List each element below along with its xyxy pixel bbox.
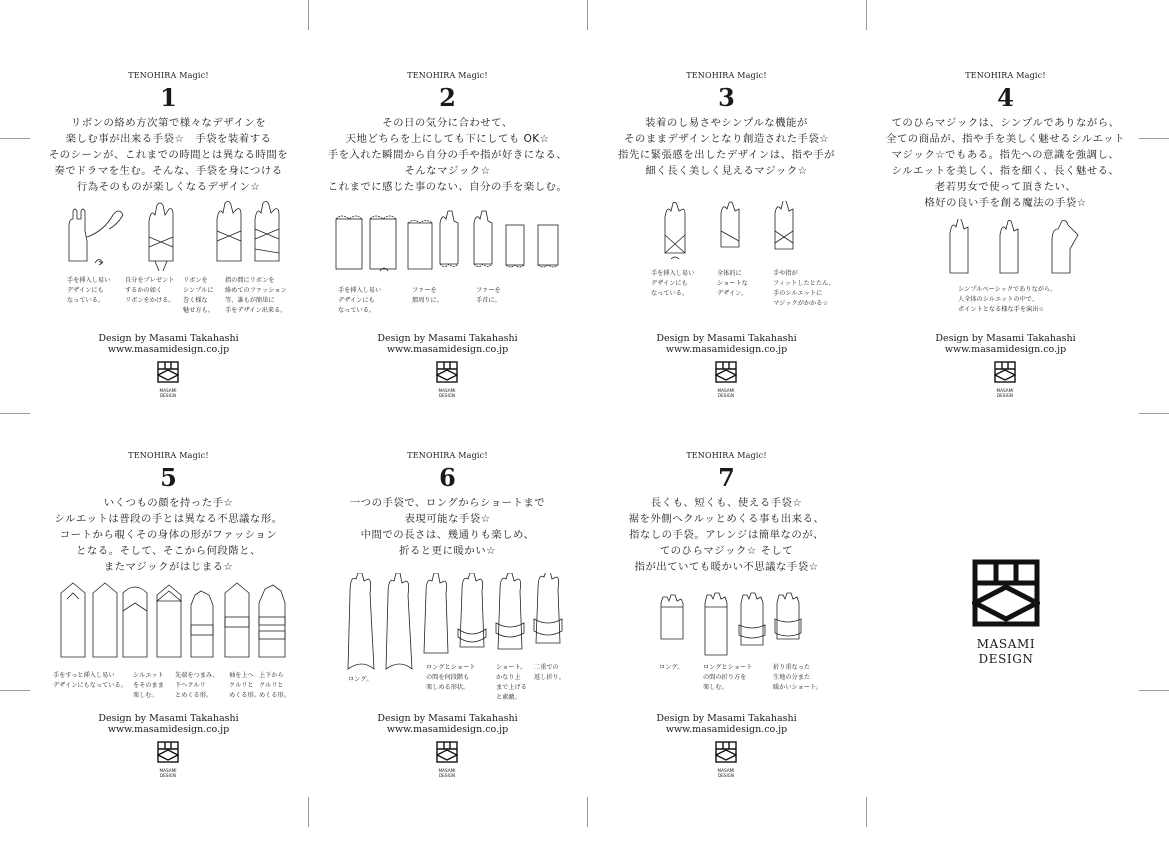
glove-illustration bbox=[308, 209, 587, 279]
credit: Design by Masami Takahashi www.masamidesign.co.jp bbox=[98, 333, 239, 355]
caption: 全体的に ショートな デザイン。 bbox=[717, 270, 748, 297]
credit: Design by Masami Takahashi www.masamidesign.co.jp bbox=[935, 333, 1076, 355]
panel-7 bbox=[587, 451, 866, 851]
caption: ロング。 bbox=[348, 676, 373, 683]
panel-text: てのひらマジックは、シンプルでありながら、 全ての商品が、指や手を美しく魅せるシルエット マジック☆でもある。指先への意識を強調し、 シルエットを美しく、指を細く、長く魅せる、 老若男女で使って頂きたい、 格好の良い手を創る魔法の手袋☆ bbox=[885, 117, 1126, 209]
caption: 先端をつまみ、 下へクルリ とめくる形。 bbox=[175, 672, 219, 699]
masami-logo: MASAMI DESIGN bbox=[155, 741, 181, 778]
brand-label: TENOHIRA Magic! bbox=[686, 71, 767, 80]
panel-2 bbox=[308, 71, 587, 471]
credit: Design by Masami Takahashi www.masamidesign.co.jp bbox=[98, 713, 239, 735]
panel-text: その日の気分に合わせて、 天地どちらを上にしても下にしても OK☆ 手を入れた瞬間から自分の手や指が好きになる、 そんなマジック☆ これまでに感じた事のない、自分の手を楽しむ。 bbox=[327, 117, 568, 193]
caption: ロングとショート の間を何段階も 楽しめる形状。 bbox=[426, 664, 476, 691]
glove-illustration bbox=[29, 581, 308, 661]
masami-logo-mark bbox=[972, 559, 1040, 627]
panel-1 bbox=[29, 71, 308, 471]
crop-mark bbox=[866, 0, 867, 30]
panel-number: 7 bbox=[718, 463, 735, 492]
glove-illustration bbox=[308, 573, 587, 673]
crop-mark bbox=[866, 797, 867, 827]
caption: 上下から クルリと めくる形。 bbox=[259, 672, 290, 699]
caption: 手や指が フィットしたとたん、 手のシルエットに マジックがかかる☆ bbox=[773, 270, 835, 307]
logo-text: MASAMI DESIGN bbox=[976, 637, 1036, 666]
brand-label: TENOHIRA Magic! bbox=[686, 451, 767, 460]
brand-label: TENOHIRA Magic! bbox=[965, 71, 1046, 80]
glove-illustration bbox=[866, 219, 1145, 281]
credit: Design by Masami Takahashi www.masamidesign.co.jp bbox=[377, 333, 518, 355]
glove-illustration bbox=[587, 201, 866, 271]
glove-illustration bbox=[29, 201, 308, 271]
caption: 手を挿入し易い デザインにも なっている。 bbox=[67, 277, 111, 304]
crop-mark bbox=[1139, 690, 1169, 691]
crop-mark bbox=[308, 0, 309, 30]
panel-number: 1 bbox=[160, 83, 177, 112]
caption: ショート。 かなり上 まで上げる と素敵。 bbox=[496, 664, 527, 701]
caption: リボンを シンプルに 巻く様な 魅せ方も。 bbox=[183, 277, 214, 314]
masami-logo: MASAMI DESIGN bbox=[434, 741, 460, 778]
crop-mark bbox=[587, 0, 588, 30]
crop-mark bbox=[0, 690, 30, 691]
credit: Design by Masami Takahashi www.masamidesign.co.jp bbox=[656, 713, 797, 735]
caption: ファーを 手首に。 bbox=[476, 287, 501, 304]
caption: 手をすっと挿入し易い デザインにもなっている。 bbox=[53, 672, 127, 689]
panel-6 bbox=[308, 451, 587, 851]
panel-text: 装着のし易さやシンプルな機能が そのままデザインとなり創造された手袋☆ 指先に緊張感を出したデザインは、指や手が 細く長く美しく見えるマジック☆ bbox=[617, 117, 836, 177]
masami-logo: MASAMI DESIGN bbox=[713, 361, 739, 398]
brand-label: TENOHIRA Magic! bbox=[128, 71, 209, 80]
panel-3 bbox=[587, 71, 866, 471]
panel-text: リボンの絡め方次第で様々なデザインを 楽しむ事が出来る手袋☆ 手袋を装着する そのシーンが、これまでの時間とは異なる時間を 奏でドラマを生む。そんな、手袋を身につける 行為そのものが楽しくなるデザイン☆ bbox=[48, 117, 289, 193]
caption: 指の間にリボンを 絡めてのファッション 等、誰もが簡単に 手をデザイン出来る。 bbox=[225, 277, 287, 314]
masami-logo: MASAMI DESIGN bbox=[434, 361, 460, 398]
caption: 二重での 返し折り。 bbox=[534, 664, 565, 681]
panel-number: 2 bbox=[439, 83, 456, 112]
masami-design-logo bbox=[972, 559, 1040, 667]
caption: シルエット をそのまま 楽しむ。 bbox=[133, 672, 164, 699]
brand-label: TENOHIRA Magic! bbox=[407, 71, 488, 80]
panel-text: いくつもの顔を持った手☆ シルエットは普段の手とは異なる不思議な形。 コートから覗くその身体の形がファッション となる。そして、そこから何段階と、 またマジックがはじまる☆ bbox=[54, 497, 283, 573]
caption: 手を挿入し易い デザインにも なっている。 bbox=[338, 287, 382, 314]
credit: Design by Masami Takahashi www.masamidesign.co.jp bbox=[656, 333, 797, 355]
panel-5 bbox=[29, 451, 308, 851]
masami-logo: MASAMI DESIGN bbox=[713, 741, 739, 778]
caption: 袖を上へ クルリと めくる形。 bbox=[229, 672, 260, 699]
brand-label: TENOHIRA Magic! bbox=[407, 451, 488, 460]
caption: ロングとショート の間の折り方を 楽しむ。 bbox=[703, 664, 753, 691]
panel-text: 一つの手袋で、ロングからショートまで 表現可能な手袋☆ 中間での長さは、幾通りも楽しめ、 折ると更に暖かい☆ bbox=[349, 497, 546, 557]
masami-logo: MASAMI DESIGN bbox=[155, 361, 181, 398]
caption: 自分をプレゼント するかの如く リボンをかける。 bbox=[125, 277, 175, 304]
caption: 手を挿入し易い デザインにも なっている。 bbox=[651, 270, 695, 297]
crop-mark bbox=[0, 138, 30, 139]
panel-number: 4 bbox=[997, 83, 1014, 112]
panel-number: 5 bbox=[160, 463, 177, 492]
masami-logo: MASAMI DESIGN bbox=[992, 361, 1018, 398]
panel-number: 3 bbox=[718, 83, 735, 112]
caption: ロング。 bbox=[659, 664, 684, 671]
panel-number: 6 bbox=[439, 463, 456, 492]
brand-label: TENOHIRA Magic! bbox=[128, 451, 209, 460]
caption: 折り重なった 生地の分また 暖かいショート。 bbox=[773, 664, 822, 691]
credit: Design by Masami Takahashi www.masamidesign.co.jp bbox=[377, 713, 518, 735]
crop-mark bbox=[0, 413, 30, 414]
panel-4 bbox=[866, 71, 1145, 471]
glove-illustration bbox=[587, 589, 866, 661]
caption: シンプルベーシックでありながら、 人全体のシルエットの中で、 ポイントとなる様な手を演出☆ bbox=[958, 286, 1057, 313]
caption: ファーを 那周りに。 bbox=[412, 287, 443, 304]
panel-text: 長くも、短くも、使える手袋☆ 裾を外側へクルッとめくる事も出来る、 指なしの手袋。アレンジは簡単なのが、 てのひらマジック☆ そして 指が出ていても暖かい不思議な手袋☆ bbox=[628, 497, 825, 573]
